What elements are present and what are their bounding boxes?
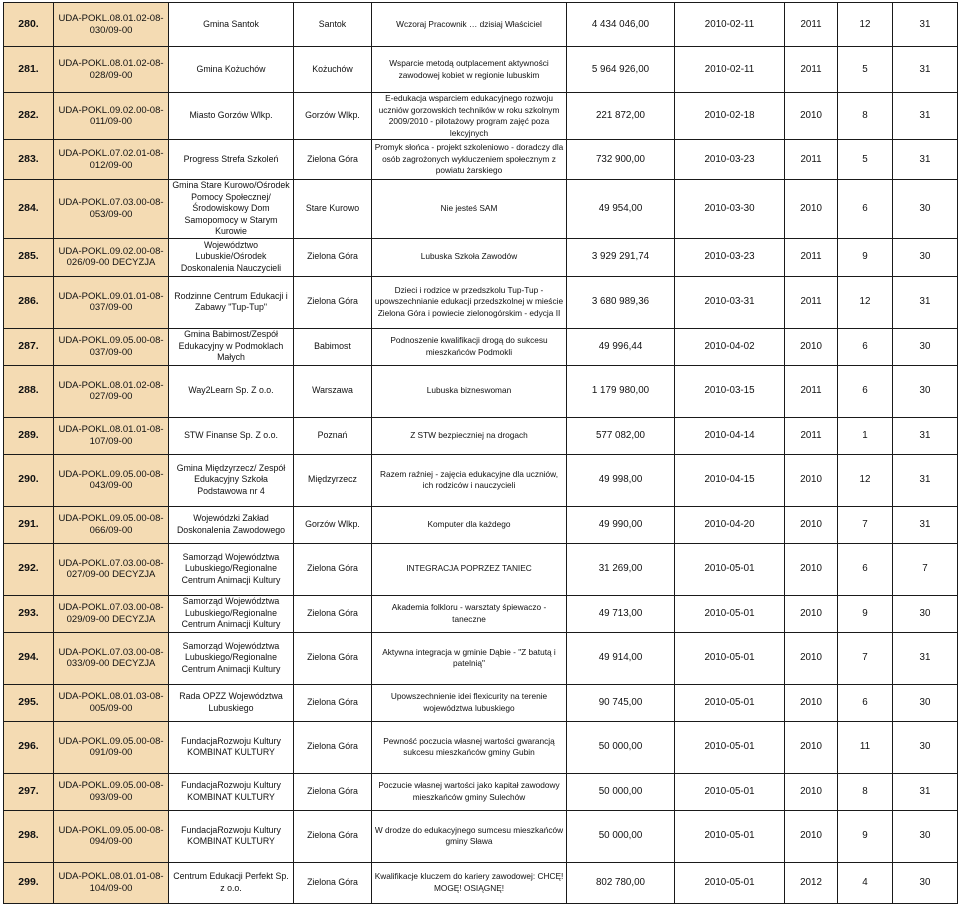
funding-amount: 5 964 926,00	[567, 47, 675, 93]
end-month: 12	[838, 454, 893, 506]
beneficiary-name: Samorząd Województwa Lubuskiego/Regionalne Centrum Animacji Kultury	[169, 595, 294, 632]
project-code: UDA-POKL.09.02.00-08-011/09-00	[54, 93, 169, 140]
end-month: 7	[838, 506, 893, 543]
funding-amount: 50 000,00	[567, 773, 675, 810]
project-title: E-edukacja wsparciem edukacyjnego rozwoju uczniów gorzowskich techników w roku szkolnym 2009/2010 - pilotażowy program zajęć poza lekcyjnych	[372, 93, 567, 140]
beneficiary-name: Centrum Edukacji Perfekt Sp. z o.o.	[169, 862, 294, 903]
beneficiary-city: Gorzów Wlkp.	[294, 506, 372, 543]
funding-amount: 31 269,00	[567, 543, 675, 595]
funding-amount: 732 900,00	[567, 140, 675, 180]
beneficiary-city: Santok	[294, 3, 372, 47]
beneficiary-name: Rodzinne Centrum Edukacji i Zabawy "Tup-Tup"	[169, 276, 294, 328]
end-month: 9	[838, 595, 893, 632]
end-year: 2012	[785, 862, 838, 903]
end-year: 2011	[785, 3, 838, 47]
row-number: 294.	[4, 632, 54, 684]
agreement-date: 2010-03-31	[675, 276, 785, 328]
end-day: 30	[893, 810, 958, 862]
funding-amount: 90 745,00	[567, 684, 675, 721]
end-year: 2011	[785, 417, 838, 454]
beneficiary-city: Zielona Góra	[294, 276, 372, 328]
funding-amount: 49 713,00	[567, 595, 675, 632]
agreement-date: 2010-05-01	[675, 773, 785, 810]
funding-amount: 221 872,00	[567, 93, 675, 140]
end-year: 2010	[785, 721, 838, 773]
beneficiary-city: Kożuchów	[294, 47, 372, 93]
project-title: Aktywna integracja w gminie Dąbie - "Z batutą i patelnią"	[372, 632, 567, 684]
agreement-date: 2010-05-01	[675, 595, 785, 632]
end-year: 2011	[785, 47, 838, 93]
beneficiary-name: Samorząd Województwa Lubuskiego/Regionalne Centrum Animacji Kultury	[169, 632, 294, 684]
project-code: UDA-POKL.07.03.00-08-033/09-00 DECYZJA	[54, 632, 169, 684]
row-number: 281.	[4, 47, 54, 93]
project-title: Promyk słońca - projekt szkoleniowo - doradczy dla osób zagrożonych wykluczeniem społecznym z powiatu żarskiego	[372, 140, 567, 180]
project-code: UDA-POKL.08.01.02-08-027/09-00	[54, 365, 169, 417]
table-row	[4, 506, 958, 543]
end-year: 2010	[785, 93, 838, 140]
agreement-date: 2010-04-15	[675, 454, 785, 506]
table-row	[4, 365, 958, 417]
end-month: 9	[838, 238, 893, 276]
funding-amount: 49 990,00	[567, 506, 675, 543]
table-body	[4, 3, 958, 904]
agreement-date: 2010-05-01	[675, 684, 785, 721]
project-code: UDA-POKL.09.05.00-08-093/09-00	[54, 773, 169, 810]
project-title: Pewność poczucia własnej wartości gwarancją sukcesu mieszkańców gminy Gubin	[372, 721, 567, 773]
funding-amount: 577 082,00	[567, 417, 675, 454]
end-day: 31	[893, 3, 958, 47]
beneficiary-city: Babimost	[294, 328, 372, 365]
row-number: 290.	[4, 454, 54, 506]
end-year: 2011	[785, 238, 838, 276]
project-title: Dzieci i rodzice w przedszkolu Tup-Tup - upowszechnianie edukacji przedszkolnej w mieście Zielona Góra i powiecie zielonogórskim - edycja II	[372, 276, 567, 328]
end-year: 2011	[785, 365, 838, 417]
funding-amount: 4 434 046,00	[567, 3, 675, 47]
beneficiary-city: Zielona Góra	[294, 140, 372, 180]
funding-amount: 802 780,00	[567, 862, 675, 903]
end-year: 2011	[785, 140, 838, 180]
funding-amount: 49 914,00	[567, 632, 675, 684]
agreement-date: 2010-02-11	[675, 3, 785, 47]
table-row	[4, 417, 958, 454]
table-row	[4, 595, 958, 632]
end-year: 2010	[785, 543, 838, 595]
project-title: Razem raźniej - zajęcia edukacyjne dla uczniów, ich rodziców i nauczycieli	[372, 454, 567, 506]
funding-amount: 3 680 989,36	[567, 276, 675, 328]
end-month: 11	[838, 721, 893, 773]
agreement-date: 2010-03-23	[675, 140, 785, 180]
table-row	[4, 721, 958, 773]
table-row	[4, 93, 958, 140]
beneficiary-city: Poznań	[294, 417, 372, 454]
beneficiary-name: FundacjaRozwoju Kultury KOMBINAT KULTURY	[169, 810, 294, 862]
end-day: 31	[893, 140, 958, 180]
end-month: 5	[838, 47, 893, 93]
row-number: 293.	[4, 595, 54, 632]
project-title: Wczoraj Pracownik … dzisiaj Właściciel	[372, 3, 567, 47]
end-month: 1	[838, 417, 893, 454]
project-title: Lubuska bizneswoman	[372, 365, 567, 417]
funding-amount: 49 998,00	[567, 454, 675, 506]
project-code: UDA-POKL.09.05.00-08-091/09-00	[54, 721, 169, 773]
end-month: 5	[838, 140, 893, 180]
end-year: 2010	[785, 684, 838, 721]
agreement-date: 2010-05-01	[675, 721, 785, 773]
end-year: 2010	[785, 632, 838, 684]
end-day: 31	[893, 93, 958, 140]
row-number: 288.	[4, 365, 54, 417]
beneficiary-city: Zielona Góra	[294, 721, 372, 773]
funding-amount: 1 179 980,00	[567, 365, 675, 417]
table-row	[4, 3, 958, 47]
project-title: Wsparcie metodą outplacement aktywności zawodowej kobiet w regionie lubuskim	[372, 47, 567, 93]
beneficiary-name: Samorząd Województwa Lubuskiego/Regionalne Centrum Animacji Kultury	[169, 543, 294, 595]
end-month: 12	[838, 3, 893, 47]
table-row	[4, 632, 958, 684]
agreement-date: 2010-04-14	[675, 417, 785, 454]
agreement-date: 2010-05-01	[675, 810, 785, 862]
end-month: 6	[838, 543, 893, 595]
beneficiary-city: Zielona Góra	[294, 238, 372, 276]
table-row	[4, 276, 958, 328]
table-row	[4, 684, 958, 721]
funding-amount: 49 996,44	[567, 328, 675, 365]
project-title: Lubuska Szkoła Zawodów	[372, 238, 567, 276]
row-number: 283.	[4, 140, 54, 180]
table-row	[4, 862, 958, 903]
project-code: UDA-POKL.08.01.01-08-104/09-00	[54, 862, 169, 903]
end-year: 2010	[785, 595, 838, 632]
table-row	[4, 47, 958, 93]
end-day: 30	[893, 238, 958, 276]
agreement-date: 2010-02-18	[675, 93, 785, 140]
table-row	[4, 810, 958, 862]
beneficiary-city: Gorzów Wlkp.	[294, 93, 372, 140]
funding-amount: 50 000,00	[567, 810, 675, 862]
beneficiary-city: Międzyrzecz	[294, 454, 372, 506]
end-day: 30	[893, 721, 958, 773]
beneficiary-name: Województwo Lubuskie/Ośrodek Doskonalenia Nauczycieli	[169, 238, 294, 276]
project-title: Akademia folkloru - warsztaty śpiewaczo - taneczne	[372, 595, 567, 632]
table-row	[4, 238, 958, 276]
agreement-date: 2010-04-02	[675, 328, 785, 365]
beneficiary-name: Way2Learn Sp. Z o.o.	[169, 365, 294, 417]
project-code: UDA-POKL.09.05.00-08-043/09-00	[54, 454, 169, 506]
end-year: 2010	[785, 773, 838, 810]
row-number: 287.	[4, 328, 54, 365]
end-day: 30	[893, 862, 958, 903]
beneficiary-city: Stare Kurowo	[294, 180, 372, 239]
end-day: 31	[893, 417, 958, 454]
project-code: UDA-POKL.08.01.03-08-005/09-00	[54, 684, 169, 721]
beneficiary-name: Gmina Stare Kurowo/Ośrodek Pomocy Społecznej/Środowiskowy Dom Samopomocy w Starym Kurowie	[169, 180, 294, 239]
end-day: 30	[893, 365, 958, 417]
end-day: 7	[893, 543, 958, 595]
table-row	[4, 773, 958, 810]
end-month: 6	[838, 180, 893, 239]
beneficiary-city: Zielona Góra	[294, 632, 372, 684]
end-day: 30	[893, 684, 958, 721]
beneficiary-city: Zielona Góra	[294, 543, 372, 595]
table-row	[4, 328, 958, 365]
beneficiary-name: Rada OPZZ Województwa Lubuskiego	[169, 684, 294, 721]
end-day: 30	[893, 328, 958, 365]
project-title: Komputer dla każdego	[372, 506, 567, 543]
end-day: 30	[893, 595, 958, 632]
agreement-date: 2010-04-20	[675, 506, 785, 543]
end-month: 4	[838, 862, 893, 903]
beneficiary-city: Zielona Góra	[294, 595, 372, 632]
project-code: UDA-POKL.08.01.01-08-107/09-00	[54, 417, 169, 454]
project-code: UDA-POKL.09.01.01-08-037/09-00	[54, 276, 169, 328]
projects-table	[3, 2, 958, 904]
funding-amount: 3 929 291,74	[567, 238, 675, 276]
row-number: 298.	[4, 810, 54, 862]
beneficiary-name: Wojewódzki Zakład Doskonalenia Zawodowego	[169, 506, 294, 543]
end-month: 9	[838, 810, 893, 862]
project-code: UDA-POKL.08.01.02-08-028/09-00	[54, 47, 169, 93]
agreement-date: 2010-03-15	[675, 365, 785, 417]
beneficiary-name: STW Finanse Sp. Z o.o.	[169, 417, 294, 454]
beneficiary-name: FundacjaRozwoju Kultury KOMBINAT KULTURY	[169, 721, 294, 773]
project-title: Upowszechnienie idei flexicurity na terenie województwa lubuskiego	[372, 684, 567, 721]
row-number: 291.	[4, 506, 54, 543]
project-title: Podnoszenie kwalifikacji drogą do sukcesu mieszkańców Podmokli	[372, 328, 567, 365]
project-title: Nie jesteś SAM	[372, 180, 567, 239]
end-day: 31	[893, 276, 958, 328]
row-number: 289.	[4, 417, 54, 454]
end-month: 6	[838, 684, 893, 721]
beneficiary-city: Zielona Góra	[294, 684, 372, 721]
project-title: Z STW bezpieczniej na drogach	[372, 417, 567, 454]
row-number: 286.	[4, 276, 54, 328]
project-title: INTEGRACJA POPRZEZ TANIEC	[372, 543, 567, 595]
end-year: 2010	[785, 454, 838, 506]
funding-amount: 49 954,00	[567, 180, 675, 239]
agreement-date: 2010-03-30	[675, 180, 785, 239]
row-number: 284.	[4, 180, 54, 239]
table-row	[4, 180, 958, 239]
beneficiary-name: Miasto Gorzów Wlkp.	[169, 93, 294, 140]
end-year: 2010	[785, 180, 838, 239]
end-day: 30	[893, 180, 958, 239]
end-day: 31	[893, 47, 958, 93]
end-year: 2010	[785, 328, 838, 365]
table-row	[4, 543, 958, 595]
beneficiary-city: Zielona Góra	[294, 862, 372, 903]
project-code: UDA-POKL.07.03.00-08-029/09-00 DECYZJA	[54, 595, 169, 632]
end-day: 31	[893, 632, 958, 684]
beneficiary-name: Gmina Międzyrzecz/ Zespół Edukacyjny Szkoła Podstawowa nr 4	[169, 454, 294, 506]
row-number: 297.	[4, 773, 54, 810]
agreement-date: 2010-05-01	[675, 632, 785, 684]
agreement-date: 2010-05-01	[675, 862, 785, 903]
beneficiary-name: Gmina Santok	[169, 3, 294, 47]
agreement-date: 2010-03-23	[675, 238, 785, 276]
project-title: W drodze do edukacyjnego sumcesu mieszkańców gminy Sława	[372, 810, 567, 862]
end-month: 6	[838, 365, 893, 417]
beneficiary-name: FundacjaRozwoju Kultury KOMBINAT KULTURY	[169, 773, 294, 810]
funding-amount: 50 000,00	[567, 721, 675, 773]
row-number: 296.	[4, 721, 54, 773]
beneficiary-name: Gmina Babimost/Zespół Edukacyjny w Podmoklach Małych	[169, 328, 294, 365]
row-number: 285.	[4, 238, 54, 276]
row-number: 282.	[4, 93, 54, 140]
project-code: UDA-POKL.09.05.00-08-037/09-00	[54, 328, 169, 365]
end-day: 31	[893, 506, 958, 543]
project-code: UDA-POKL.07.02.01-08-012/09-00	[54, 140, 169, 180]
end-month: 8	[838, 773, 893, 810]
beneficiary-name: Progress Strefa Szkoleń	[169, 140, 294, 180]
agreement-date: 2010-02-11	[675, 47, 785, 93]
end-year: 2011	[785, 276, 838, 328]
project-title: Poczucie własnej wartości jako kapitał zawodowy mieszkańców gminy Sulechów	[372, 773, 567, 810]
end-year: 2010	[785, 810, 838, 862]
row-number: 295.	[4, 684, 54, 721]
end-year: 2010	[785, 506, 838, 543]
project-code: UDA-POKL.07.03.00-08-027/09-00 DECYZJA	[54, 543, 169, 595]
end-month: 12	[838, 276, 893, 328]
row-number: 292.	[4, 543, 54, 595]
agreement-date: 2010-05-01	[675, 543, 785, 595]
project-code: UDA-POKL.09.02.00-08-026/09-00 DECYZJA	[54, 238, 169, 276]
project-code: UDA-POKL.07.03.00-08-053/09-00	[54, 180, 169, 239]
beneficiary-city: Warszawa	[294, 365, 372, 417]
project-code: UDA-POKL.08.01.02-08-030/09-00	[54, 3, 169, 47]
beneficiary-name: Gmina Kożuchów	[169, 47, 294, 93]
beneficiary-city: Zielona Góra	[294, 773, 372, 810]
row-number: 280.	[4, 3, 54, 47]
table-row	[4, 140, 958, 180]
end-month: 6	[838, 328, 893, 365]
table-row	[4, 454, 958, 506]
end-day: 31	[893, 773, 958, 810]
project-title: Kwalifikacje kluczem do kariery zawodowej: CHCĘ! MOGĘ! OSIĄGNĘ!	[372, 862, 567, 903]
project-code: UDA-POKL.09.05.00-08-066/09-00	[54, 506, 169, 543]
end-month: 7	[838, 632, 893, 684]
row-number: 299.	[4, 862, 54, 903]
project-code: UDA-POKL.09.05.00-08-094/09-00	[54, 810, 169, 862]
end-day: 31	[893, 454, 958, 506]
end-month: 8	[838, 93, 893, 140]
beneficiary-city: Zielona Góra	[294, 810, 372, 862]
